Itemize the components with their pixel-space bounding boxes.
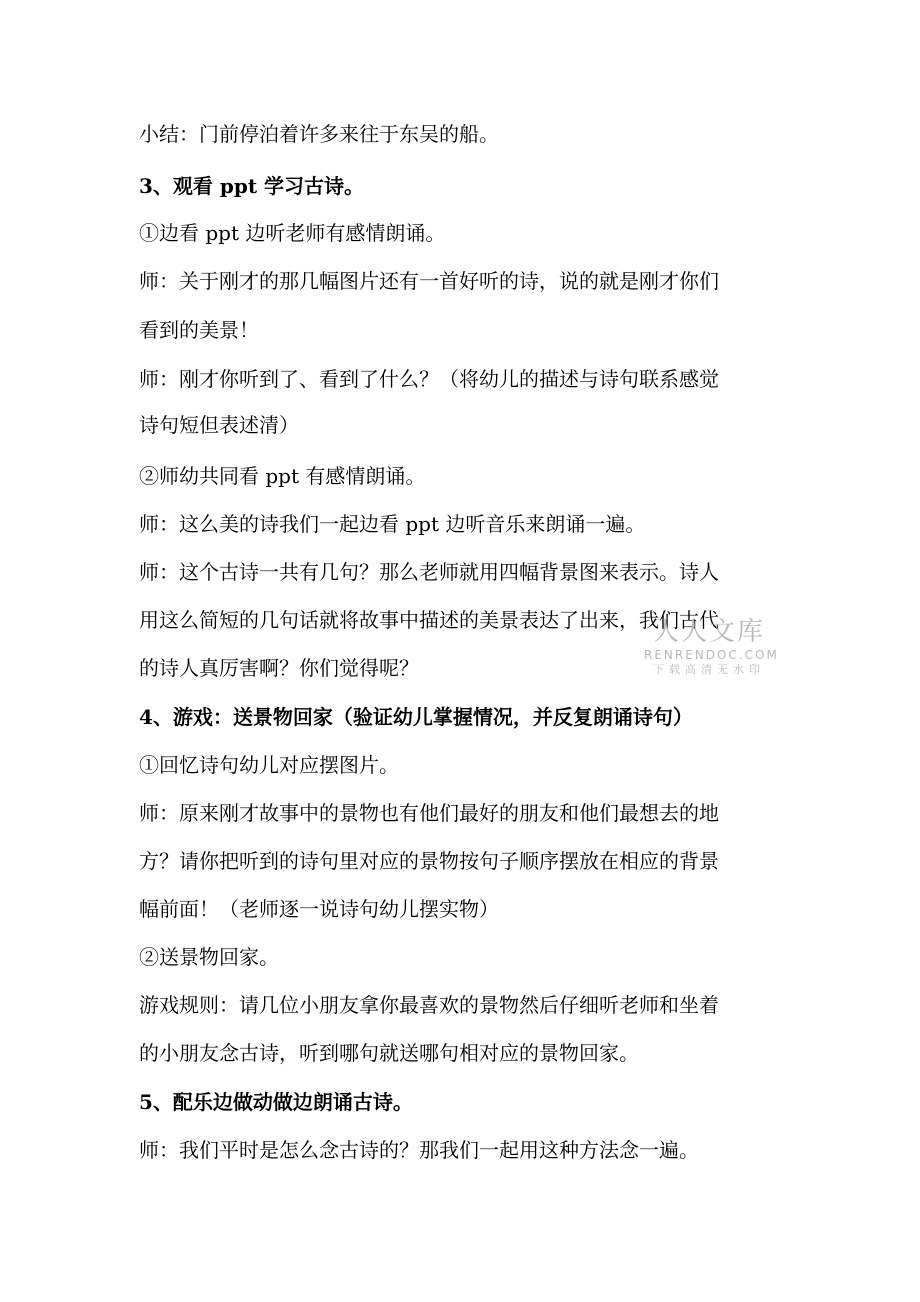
watermark-logo <box>644 616 779 686</box>
paragraph-line: 师：原来刚才故事中的景物也有他们最好的朋友和他们最想去的地 <box>139 801 719 825</box>
paragraph-line: 幅前面！（老师逐一说诗句幼儿摆实物） <box>139 897 499 921</box>
section-heading-3: 3、观看 ppt 学习古诗。 <box>139 174 365 198</box>
watermark-tagline: 下载高清无水印 <box>653 663 765 676</box>
paragraph-line: 游戏规则：请几位小朋友拿你最喜欢的景物然后仔细听老师和坐着 <box>139 993 719 1017</box>
paragraph-line: 方？请你把听到的诗句里对应的景物按句子顺序摆放在相应的背景 <box>139 849 719 873</box>
step-2-line: ②送景物回家。 <box>139 945 279 969</box>
paragraph-line: 师：这么美的诗我们一起边看 ppt 边听音乐来朗诵一遍。 <box>139 512 646 536</box>
paragraph-line: 用这么简短的几句话就将故事中描述的美景表达了出来，我们古代 <box>139 608 719 632</box>
paragraph-line: 师：这个古诗一共有几句？那么老师就用四幅背景图来表示。诗人 <box>139 560 719 584</box>
section-heading-5: 5、配乐边做动做边朗诵古诗。 <box>139 1090 413 1114</box>
paragraph-line: 师：我们平时是怎么念古诗的？那我们一起用这种方法念一遍。 <box>139 1138 699 1162</box>
paragraph-line: 师：刚才你听到了、看到了什么？（将幼儿的描述与诗句联系感觉 <box>139 367 719 391</box>
paragraph-line: 看到的美景！ <box>139 318 259 342</box>
step-2-line: ②师幼共同看 ppt 有感情朗诵。 <box>139 464 426 488</box>
paragraph-line: 诗句短但表述清） <box>139 413 299 437</box>
watermark-domain: RENRENDOC.COM <box>644 648 779 662</box>
watermark-title: 人人文库 <box>652 617 765 647</box>
section-heading-4: 4、游戏：送景物回家（验证幼儿掌握情况，并反复朗诵诗句） <box>139 705 693 729</box>
paragraph-line: 师：关于刚才的那几幅图片还有一首好听的诗，说的就是刚才你们 <box>139 269 719 293</box>
paragraph-line: 的小朋友念古诗，听到哪句就送哪句相对应的景物回家。 <box>139 1041 639 1065</box>
step-1-line: ①边看 ppt 边听老师有感情朗诵。 <box>139 221 446 245</box>
paragraph-line: 的诗人真厉害啊？你们觉得呢？ <box>139 656 419 680</box>
summary-line: 小结：门前停泊着许多来往于东吴的船。 <box>139 122 499 146</box>
step-1-line: ①回忆诗句幼儿对应摆图片。 <box>139 753 399 777</box>
